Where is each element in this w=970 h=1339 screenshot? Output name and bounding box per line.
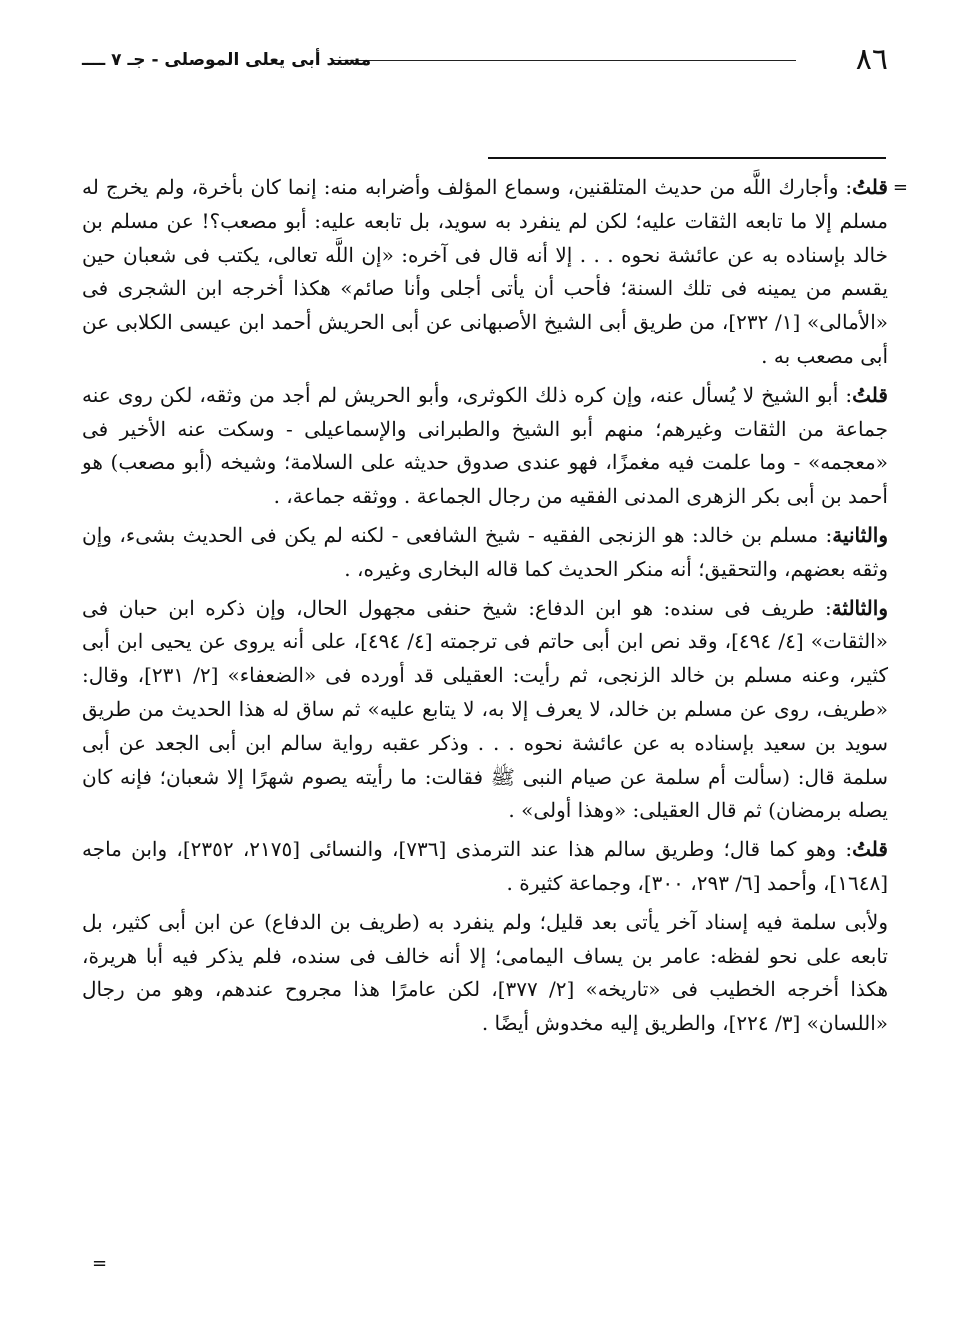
- paragraph-6: [82, 906, 888, 1041]
- header-rule: [332, 60, 796, 61]
- paragraph-body: : طريف فى سنده: هو ابن الدفاع: شيخ حنفى مجهول الحال، وإن ذكره ابن حبان فى «الثقات» [٤/ ٤٩٤]، وقد نص ابن أبى حاتم فى ترجمته [٤/ ٤٩٤]، على أنه يروى عن يحيى ابن أبى كثير، وعنه مسلم بن خالد الزنجى، ثم رأيت: العقيلى قد أورده فى «الضعفاء» [٢/ ٢٣١]، وقال: «طريف، روى عن مسلم بن خالد، لا يعرف إلا به، لا يتابع عليه» ثم ساق له هذا الحديث من طريق سويد بن سعيد بإسناده به عن عائشة نحوه . . . وذكر عقبه رواية سالم ابن أبى الجعد عن أبى سلمة قال: (سألت أم سلمة عن صيام النبى ﷺ فقالت: ما رأيته يصوم شهرًا إلا شعبان؛ فإنه كان يصله برمضان) ثم قال العقيلى: «وهذا أولى» .: [82, 595, 888, 823]
- continuation-mark-top: =: [892, 177, 908, 198]
- paragraph-2: [82, 379, 888, 514]
- paragraph-lead: والثانية: [832, 522, 888, 547]
- paragraph-body: : وهو كما قال؛ وطريق سالم هذا عند الترمذى [٧٣٦]، والنسائى [٢١٧٥، ٢٣٥٢]، وابن ماجه [١٦٤٨]، وأحمد [٦/ ٢٩٣، ٣٠٠]، وجماعة كثيرة .: [82, 837, 888, 895]
- paragraph-body: : مسلم بن خالد: هو الزنجى الفقيه - شيخ الشافعى - لكنه لم يكن فى الحديث بشىء، وإن وثقه بعضهم، والتحقيق؛ أنه منكر الحديث كما قاله البخارى وغيره، .: [82, 522, 888, 581]
- paragraph-3: [82, 519, 888, 587]
- paragraph-1: [82, 171, 888, 374]
- paragraph-body: ولأبى سلمة فيه إسناد آخر يأتى بعد قليل؛ ولم ينفرد به (طريف بن الدفاع) عن ابن أبى كثير، بل تابعه على نحو لفظه: عامر بن يساف اليمامى؛ إلا أنه خالف فى سنده، فلم يذكر فيه أبا هريرة، هكذا أخرجه الخطيب فى «تاريخه» [٢/ ٣٧٧]، لكن عامرًا هذا مجروح عندهم، وهو من رجال «اللسان» [٣/ ٢٢٤]، والطريق إليه مخدوش أيضًا .: [82, 909, 888, 1036]
- paragraph-body: : أبو الشيخ لا يُسأل عنه، وإن كره ذلك الكوثرى، وأبو الحريش لم أجد من وثقه، لكن روى عنه جماعة من الثقات وغيرهم؛ منهم أبو الشيخ والطبرانى والإسماعيلى - وسكت عنه الأخير فى «معجمه» - وما علمت فيه مغمزًا، فهو عندى صدوق حديثه على السلامة؛ وشيخه (أبو مصعب) هو أحمد بن أبى بكر الزهرى المدنى الفقيه من رجال الجماعة . ووثقه جماعة، .: [82, 382, 888, 509]
- page-header: [82, 42, 888, 78]
- paragraph-lead: والثالثة: [831, 595, 888, 620]
- continuation-mark-bottom: =: [92, 1253, 108, 1274]
- running-title: مسند أبى يعلى الموصلى - جـ ٧ ــــ: [82, 50, 372, 70]
- paragraph-body: : وأجارك اللَّه من حديث المتلقنين، وسماع المؤلف وأضرابه منه: إنما كان بأخرة، ولم يخرج له مسلم إلا ما تابعه الثقات عليه؛ لكن لم ينفرد به سويد، بل تابعه عليه: أبو مصعب؟! عن مسلم بن خالد بإسناده به عن عائشة نحوه . . . إلا أنه قال فى آخره: «إن اللَّه تعالى، يكتب فى شعبان حين يقسم من يمينه فى تلك السنة؛ فأحب أن يأتى أجلى وأنا صائم» هكذا أخرجه ابن الشجرى فى «الأمالى» [١/ ٢٣٢]، من طريق أبى الشيخ الأصبهانى عن أبى الحريش أحمد ابن عيسى الكلابى عن أبى مصعب به .: [82, 175, 888, 368]
- paragraph-lead: قلتُ: [852, 382, 888, 407]
- footnote-text: [82, 171, 888, 1046]
- paragraph-4: [82, 592, 888, 829]
- page-number: ٨٦: [855, 42, 888, 77]
- paragraph-lead: قلتُ: [852, 175, 888, 199]
- paragraph-lead: قلتُ: [852, 837, 888, 862]
- footnote-divider: [488, 157, 886, 159]
- paragraph-5: [82, 833, 888, 901]
